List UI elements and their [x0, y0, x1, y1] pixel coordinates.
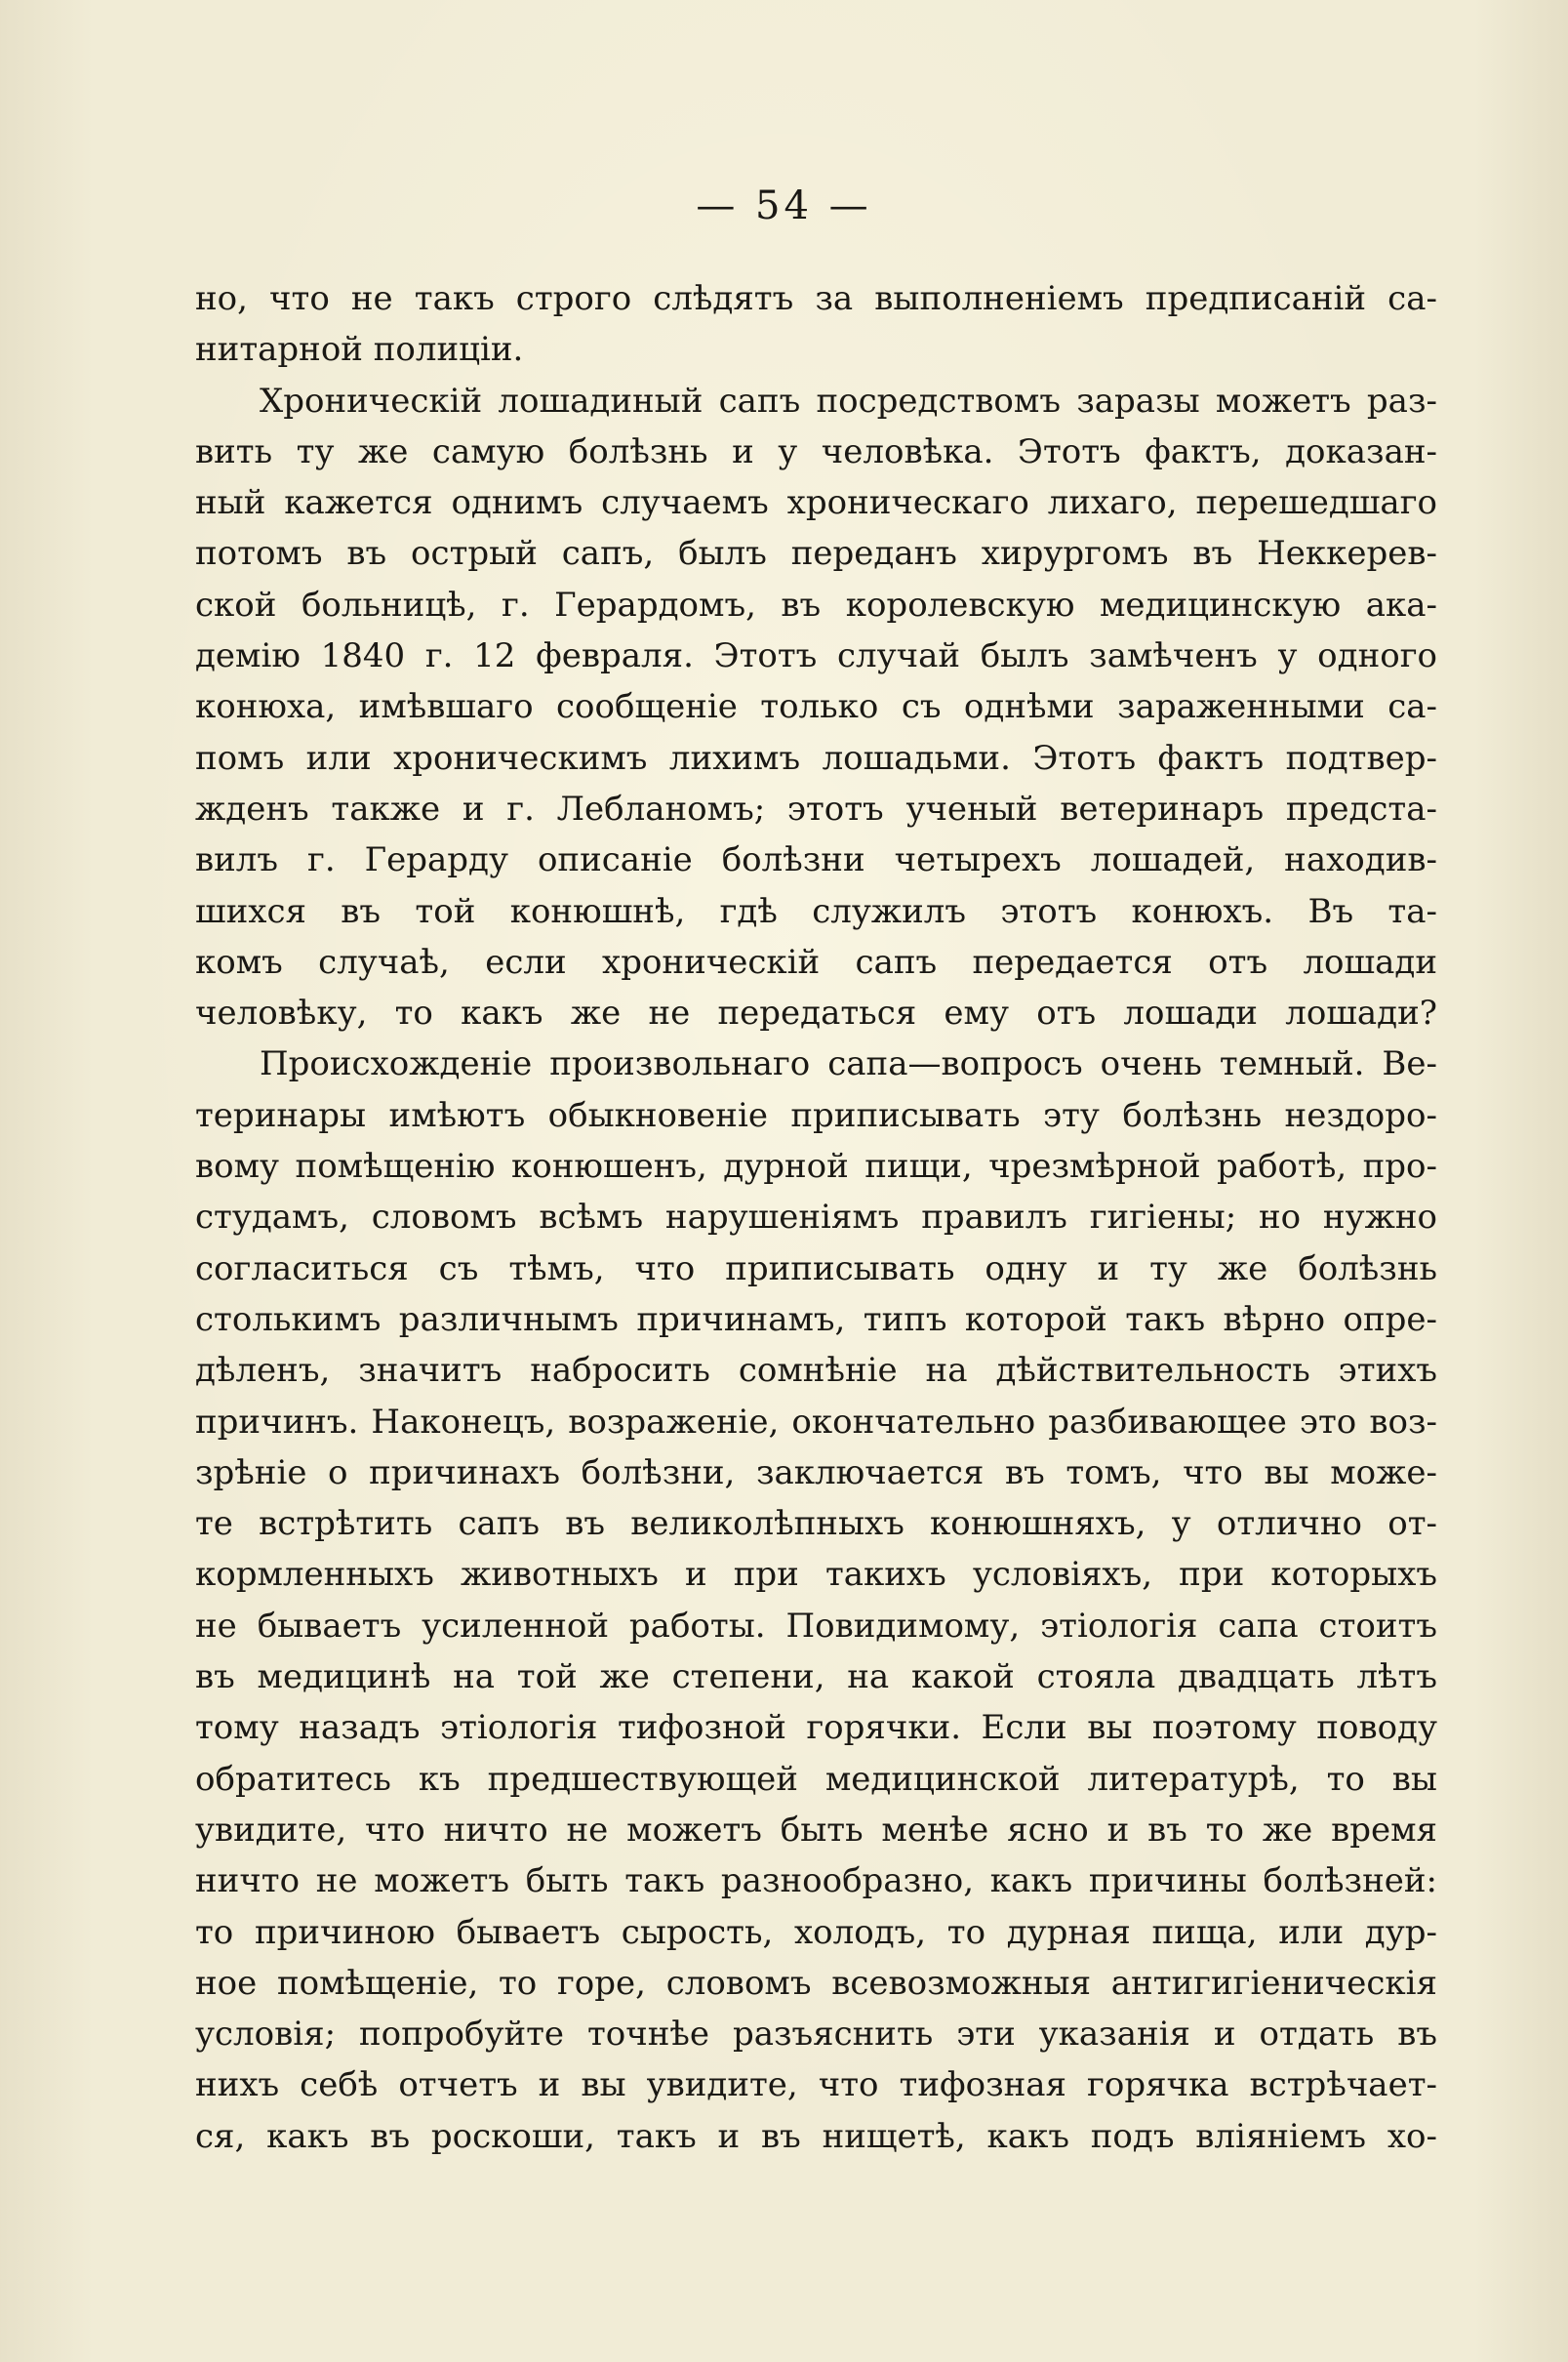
text-line: тому назадъ этіологія тифозной горячки. Если вы поэтому поводу: [195, 1708, 1437, 1748]
text-line: не бываетъ усиленной работы. Повидимому, этіологія сапа стоитъ: [195, 1606, 1437, 1646]
text-line: кормленныхъ животныхъ и при такихъ условіяхъ, при которыхъ: [195, 1555, 1437, 1595]
text-line: столькимъ различнымъ причинамъ, типъ которой такъ вѣрно опре-: [195, 1299, 1437, 1339]
text-line: те встрѣтить сапъ въ великолѣпныхъ конюшняхъ, у отлично от-: [195, 1504, 1437, 1544]
text-line: жденъ также и г. Лебланомъ; этотъ ученый ветеринаръ предста-: [195, 789, 1437, 829]
text-line: ное помѣщеніе, то горе, словомъ всевозможныя антигигіеническія: [195, 1963, 1437, 2003]
text-line: конюха, имѣвшаго сообщеніе только съ однѣми зараженными са-: [195, 687, 1437, 727]
text-line: человѣку, то какъ же не передаться ему отъ лошади лошади?: [195, 994, 1437, 1034]
text-line: увидите, что ничто не можетъ быть менѣе ясно и въ то же время: [195, 1810, 1437, 1850]
text-line: Хроническій лошадиный сапъ посредствомъ заразы можетъ раз-: [260, 381, 1437, 421]
text-line: шихся въ той конюшнѣ, гдѣ служилъ этотъ конюхъ. Въ та-: [195, 891, 1437, 931]
text-line: ской больницѣ, г. Герардомъ, въ королевскую медицинскую ака-: [195, 585, 1437, 625]
text-line: въ медицинѣ на той же степени, на какой стояла двадцать лѣтъ: [195, 1657, 1437, 1697]
text-line: демію 1840 г. 12 февраля. Этотъ случай былъ замѣченъ у одного: [195, 636, 1437, 676]
text-line: зрѣніе о причинахъ болѣзни, заключается въ томъ, что вы може-: [195, 1452, 1437, 1492]
text-line: комъ случаѣ, если хроническій сапъ передается отъ лошади: [195, 942, 1437, 982]
text-line: нитарной полиціи.: [195, 330, 524, 370]
text-line: вилъ г. Герарду описаніе болѣзни четырехъ лошадей, находив-: [195, 840, 1437, 880]
text-line: нихъ себѣ отчетъ и вы увидите, что тифозная горячка встрѣчает-: [195, 2065, 1437, 2105]
text-line: условія; попробуйте точнѣе разъяснить эти указанія и отдать въ: [195, 2015, 1437, 2055]
text-line: вить ту же самую болѣзнь и у человѣка. Этотъ фактъ, доказан-: [195, 431, 1437, 471]
text-line: теринары имѣютъ обыкновеніе приписывать эту болѣзнь нездоро-: [195, 1095, 1437, 1135]
text-line: ся, какъ въ роскоши, такъ и въ нищетѣ, какъ подъ вліяніемъ хо-: [195, 2116, 1437, 2156]
text-line: студамъ, словомъ всѣмъ нарушеніямъ правилъ гигіены; но нужно: [195, 1198, 1437, 1238]
text-line: вому помѣщенію конюшенъ, дурной пищи, чрезмѣрной работѣ, про-: [195, 1147, 1437, 1187]
text-line: Происхожденіе произвольнаго сапа—вопросъ очень темный. Ве-: [260, 1044, 1437, 1084]
text-line: ный кажется однимъ случаемъ хроническаго лихаго, перешедшаго: [195, 483, 1437, 523]
text-line: обратитесь къ предшествующей медицинской литературѣ, то вы: [195, 1759, 1437, 1799]
text-line: дѣленъ, значитъ набросить сомнѣніе на дѣйствительность этихъ: [195, 1351, 1437, 1391]
text-line: то причиною бываетъ сырость, холодъ, то дурная пища, или дур-: [195, 1912, 1437, 1952]
text-line: ничто не можетъ быть такъ разнообразно, какъ причины болѣзней:: [195, 1861, 1437, 1901]
text-line: согласиться съ тѣмъ, что приписывать одну и ту же болѣзнь: [195, 1248, 1437, 1288]
text-line: потомъ въ острый сапъ, былъ переданъ хирургомъ въ Неккерев-: [195, 534, 1437, 574]
text-line: помъ или хроническимъ лихимъ лошадьми. Этотъ фактъ подтвер-: [195, 738, 1437, 778]
page-body-text: [195, 273, 1437, 2162]
page-number: — 54 —: [696, 183, 872, 228]
text-line: причинъ. Наконецъ, возраженіе, окончательно разбивающее это воз-: [195, 1402, 1437, 1442]
text-line: но, что не такъ строго слѣдятъ за выполненіемъ предписаній са-: [195, 279, 1437, 318]
